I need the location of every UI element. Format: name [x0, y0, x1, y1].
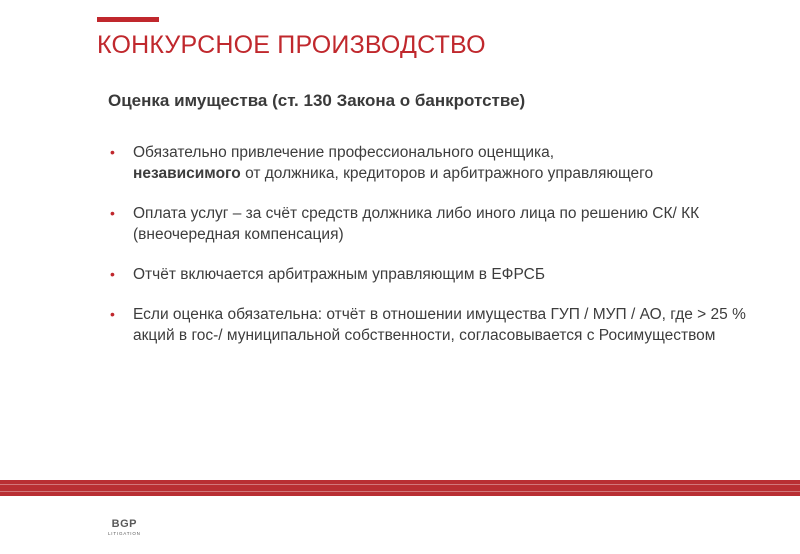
bullet-item: [110, 142, 770, 184]
logo-sub-text: LITIGATION: [108, 531, 141, 536]
title-accent-bar: [97, 17, 159, 22]
bullet-text: Обязательно привлечение профессионального оценщика,: [133, 144, 555, 161]
footer-band: [0, 480, 800, 496]
bullet-item: [110, 203, 770, 245]
bullet-item: [110, 304, 770, 346]
company-logo: [108, 518, 141, 536]
bullet-text: Если оценка обязательна: отчёт в отношении имущества ГУП / МУП / АО, где > 25 % акций в гос-/ муниципальной собственности, согласовывается с Росимуществом: [133, 306, 746, 344]
slide-title: КОНКУРСНОЕ ПРОИЗВОДСТВО: [97, 31, 486, 59]
bullet-text: Оплата услуг – за счёт средств должника либо иного лица по решению СК/ КК (внеочередная компенсация): [133, 205, 700, 243]
section-subtitle: Оценка имущества (ст. 130 Закона о банкротстве): [108, 91, 526, 110]
bullet-dot-icon: •: [110, 144, 115, 160]
bullet-dot-icon: •: [110, 266, 115, 282]
bullet-text: Отчёт включается арбитражным управляющим в ЕФРСБ: [133, 266, 545, 283]
bullet-bold-text: независимого: [133, 165, 241, 182]
logo-main-text: BGP: [111, 518, 137, 530]
bullet-text: от должника, кредиторов и арбитражного управляющего: [245, 165, 654, 182]
bullet-item: [110, 264, 770, 285]
bullet-dot-icon: •: [110, 205, 115, 221]
bullet-dot-icon: •: [110, 306, 115, 322]
bullet-list: [110, 142, 770, 365]
